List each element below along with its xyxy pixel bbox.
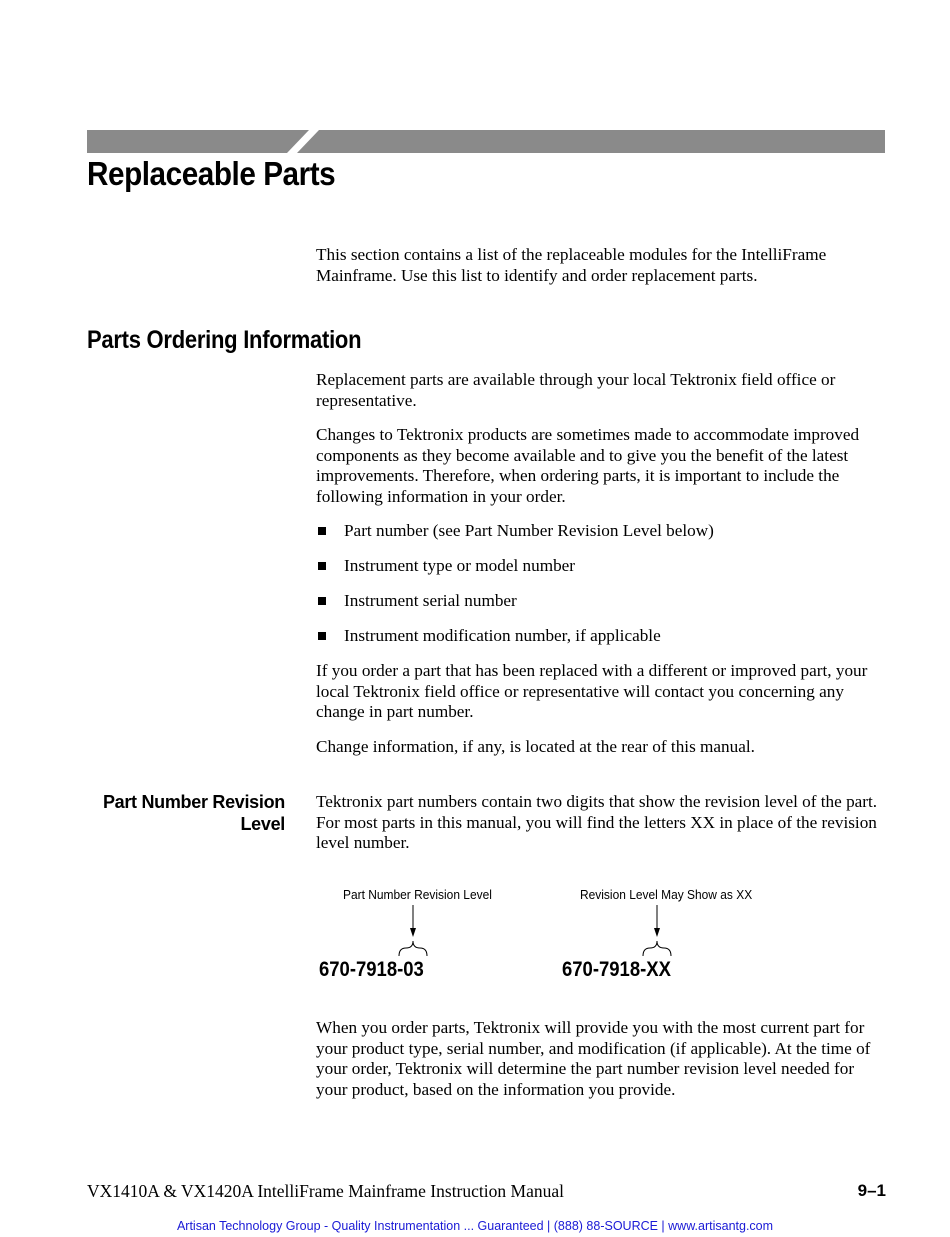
revision-paragraph-2: When you order parts, Tektronix will provide you with the most current part for your product type, serial number, and modification (if applicable). At the time of your order, Tektronix will determine the part number revision level needed for your product, based on the information you provide. xyxy=(316,1018,871,1099)
diagram-label-revision-level: Part Number Revision Level xyxy=(343,887,492,902)
subsection-heading-line-1: Part Number Revision xyxy=(102,792,285,812)
diagram-label-xx: Revision Level May Show as XX xyxy=(580,887,753,902)
arrowhead-right xyxy=(654,928,660,937)
footer-page-number: 9–1 xyxy=(857,1181,886,1200)
part-number-example: 670-7918-03 xyxy=(319,958,424,981)
arrowhead-left xyxy=(410,928,416,937)
list-item-text: Instrument modification number, if applicable xyxy=(344,626,661,645)
ordering-paragraph-4: Change information, if any, is located at the rear of this manual. xyxy=(316,737,755,756)
brace-right xyxy=(643,941,671,956)
ordering-paragraph-2: Changes to Tektronix products are sometimes made to accommodate improved components as they become available and to give you the benefit of the latest improvements. Therefore, when ordering parts, it is important to include the following information in your order. xyxy=(316,425,860,506)
section-heading-ordering: Parts Ordering Information xyxy=(87,326,362,354)
revision-paragraph-1: Tektronix part numbers contain two digits that show the revision level of the part. For most parts in this manual, you will find the letters XX in place of the revision level number. xyxy=(316,792,878,853)
footer-manual-title: VX1410A & VX1420A IntelliFrame Mainframe Instruction Manual xyxy=(87,1181,564,1201)
list-item-text: Part number (see Part Number Revision Level below) xyxy=(344,521,714,540)
artisan-footer-link[interactable]: Artisan Technology Group - Quality Instrumentation ... Guaranteed | (888) 88-SOURCE | www.artisantg.com xyxy=(176,1219,774,1233)
ordering-paragraph-3: If you order a part that has been replaced with a different or improved part, your local Tektronix field office or representative will contact you concerning any change in part number. xyxy=(316,661,868,722)
brace-left xyxy=(399,941,427,956)
part-number-xx-example: 670-7918-XX xyxy=(562,958,671,981)
page-title: Replaceable Parts xyxy=(87,155,336,192)
list-item-text: Instrument type or model number xyxy=(344,556,576,575)
intro-paragraph: This section contains a list of the replaceable modules for the IntelliFrame Mainframe. Use this list to identify and order replacement parts. xyxy=(316,245,827,285)
subsection-heading-line-2: Level xyxy=(240,814,285,834)
list-item-text: Instrument serial number xyxy=(344,591,517,610)
ordering-paragraph-1: Replacement parts are available through your local Tektronix field office or representative. xyxy=(316,370,836,410)
